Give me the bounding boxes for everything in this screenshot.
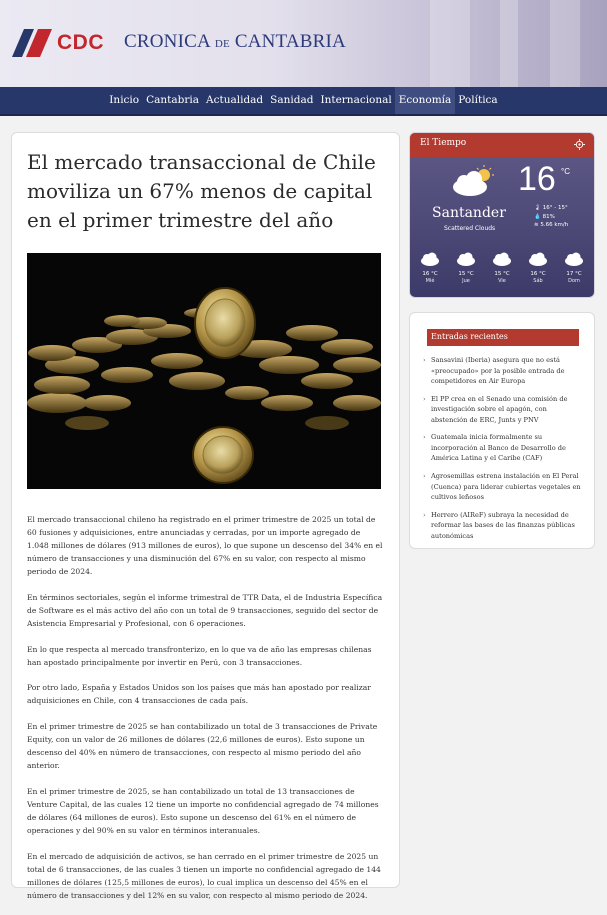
recent-posts-widget [409,312,595,549]
logo-name-a: CRONICA [124,31,215,52]
forecast-day-name: Vie [498,278,506,284]
logo-stripes-icon [12,29,52,57]
cloud-icon [563,252,585,266]
weather-title: El Tiempo [420,138,467,148]
nav-item-economia[interactable]: Economía [395,87,455,114]
article-paragraph: Por otro lado, España y Estados Unidos son los países que más han apostado por realizar adquisiciones en Chile, con 4 transacciones de cada país. [27,683,371,706]
weather-wind-value: 5.66 km/h [540,222,569,228]
article-paragraph: El mercado transaccional chileno ha registrado en el primer trimestre de 2025 un total de 60 fusiones y adquisiciones, entre anunciadas y cerradas, por un importe agregado de 1.048 millones de dólares (913 millones de euros), lo que supone un descenso del 34% en el número de transacciones y una disminución del 67% en su valor, con respecto al mismo periodo de 2024. [27,515,383,576]
locate-icon[interactable] [574,139,585,150]
recent-posts-title: Entradas recientes [431,332,508,341]
weather-city: Santander [432,205,506,221]
cloud-icon [527,252,549,266]
article-paragraph: En lo que respecta al mercado transfronterizo, en lo que va de año las empresas chilenas han apostado principalmente por invertir en Perú, con 3 transacciones. [27,644,372,667]
article-paragraph: En el primer trimestre de 2025, se han contabilizado un total de 13 transacciones de Venture Capital, de las cuales 12 tiene un importe no confidencial agregado de 74 millones de dólares (64 millones de euros). Esto supone un descenso del 61% en el número de operaciones y del 90% en su valor en términos interanuales. [27,786,379,835]
nav-item-inicio[interactable]: Inicio [109,94,140,106]
logo-name-b: CANTABRIA [229,31,346,52]
weather-range-value: 16° - 15° [542,205,568,211]
recent-post-link[interactable]: › El PP crea en el Senado una comisión de investigación sobre el apagón, con abstención de ERC, Junts y PNV [423,394,583,426]
article-title: El mercado transaccional de Chile moviliza un 67% menos de capital en el primer trimestre del año [27,150,376,232]
recent-post-link[interactable]: › Herrero (AIReF) subraya la necesidad de reformar las bases de las finanzas públicas autonómicas [423,510,583,542]
recent-post-link[interactable]: › Guatemala inicia formalmente su incorporación al Banco de Desarrollo de América Latina y el Caribe (CAF) [423,432,583,464]
forecast-day-name: Jue [462,278,470,284]
cloud-icon [419,252,441,266]
weather-unit: °C [561,167,570,176]
article-photo [27,253,381,489]
logo-name [124,31,346,53]
coins-image [27,253,381,489]
forecast-day [488,251,516,284]
forecast-temp: 15 °C [494,271,510,277]
cloud-icon [491,252,513,266]
recent-post-link[interactable]: › Agrosemillas estrena instalación en El Peral (Cuenca) para liderar cubiertas vegetales en cultivos leñosos [423,471,583,503]
article-body [27,513,383,915]
weather-temperature: 16 [518,160,556,198]
cloud-icon [455,252,477,266]
nav-item-politica[interactable]: Política [458,94,498,106]
forecast-day [452,251,480,284]
main-nav [0,87,607,116]
weather-condition: Scattered Clouds [444,225,496,232]
weather-wind: ≋ 5.66 km/h [534,222,569,228]
forecast-day-name: Sáb [533,278,543,284]
forecast-day [416,251,444,284]
nav-item-cantabria[interactable]: Cantabria [146,94,200,106]
article-paragraph: En términos sectoriales, según el informe trimestral de TTR Data, el de Industria Específica de Software es el más activo del año con un total de 9 transacciones, seguido del sector de Asistencia Empresarial y Profesional, con 6 operaciones. [27,592,383,628]
article-paragraph: En el primer trimestre de 2025 se han contabilizado un total de 3 transacciones de Private Equity, con un valor de 26 millones de dólares (22,6 millones de euros). Esto supone un descenso del 40% en número de transacciones, con respecto al mismo periodo del año anterior. [27,722,378,771]
header-decoration [550,0,580,87]
forecast-temp: 16 °C [422,271,438,277]
weather-forecast [416,251,588,284]
header-decoration [430,0,470,87]
nav-item-internacional[interactable]: Internacional [320,94,392,106]
article-paragraph: En el mercado de adquisición de activos, se han cerrado en el primer trimestre de 2025 un total de 6 transacciones, de las cuales 3 tienen un importe no confidencial agregado de 144 millones de dólares (125,5 millones de euros), lo cual implica un descenso del 45% en el número de transacciones y del 12% en su valor, con respecto al mismo periodo de 2024. [27,851,381,900]
forecast-temp: 16 °C [530,271,546,277]
header-decoration [500,0,518,87]
forecast-temp: 15 °C [458,271,474,277]
logo-name-de: DE [214,38,230,50]
forecast-day [560,251,588,284]
site-header [0,0,607,87]
nav-item-actualidad[interactable]: Actualidad [206,94,264,106]
forecast-day-name: Mié [425,278,435,284]
forecast-temp: 17 °C [566,271,582,277]
logo-short: CDC [57,31,104,54]
forecast-day [524,251,552,284]
article-card [11,132,400,900]
recent-post-link[interactable]: › Sansavini (Iberia) asegura que no está «preocupado» por la posible entrada de competidores en Air Europa [423,355,583,387]
weather-humidity: 💧 81% [534,214,555,220]
nav-item-sanidad[interactable]: Sanidad [270,94,314,106]
partly-cloudy-icon [450,165,496,197]
recent-posts-list [423,355,583,548]
weather-range: 🌡 16° - 15° [534,205,568,211]
forecast-day-name: Dom [568,278,580,284]
weather-humidity-value: 81% [542,214,555,220]
